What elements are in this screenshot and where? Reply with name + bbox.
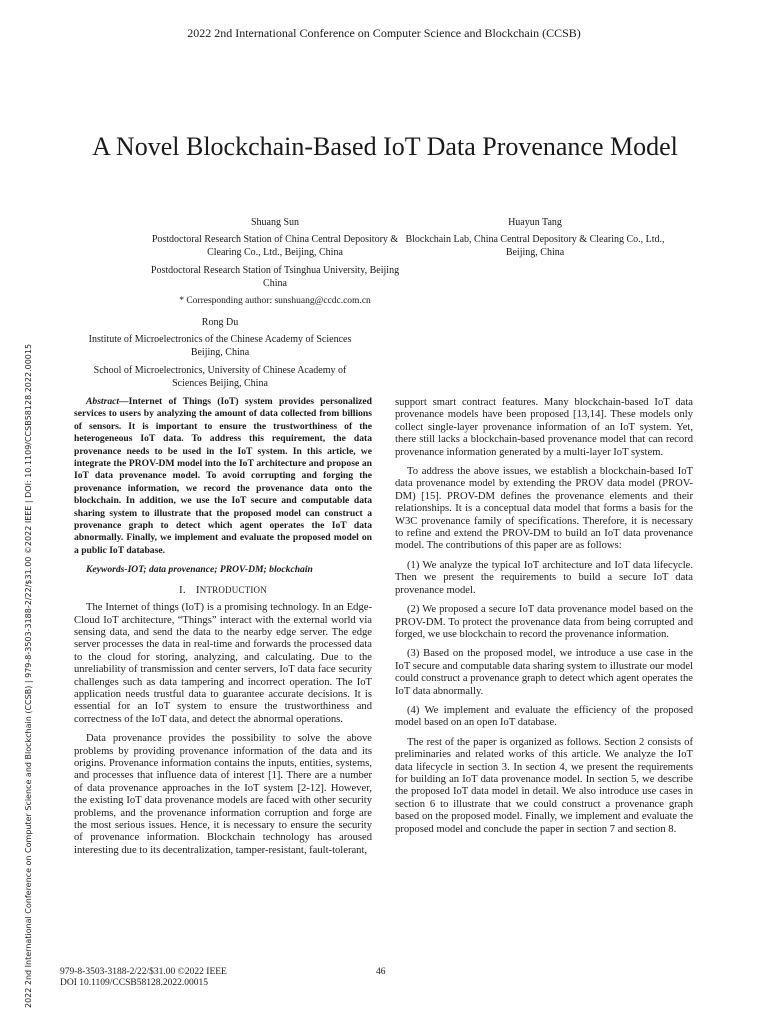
paragraph: (1) We analyze the typical IoT architecture and IoT data lifecycle. Then we present the requirements to build a secure IoT data provenance model.	[395, 559, 693, 596]
author-affiliation: Postdoctoral Research Station of Tsinghua University, Beijing China	[150, 265, 400, 289]
paragraph: (4) We implement and evaluate the efficiency of the proposed model based on an open IoT database.	[395, 704, 693, 729]
author-name: Rong Du	[201, 317, 239, 328]
side-banner: 2022 2nd International Conference on Computer Science and Blockchain (CCSB) | 979-8-3503-3188-2/22/$31.00 ©2022 IEEE | DOI: 10.1109/CCSB58128.2022.00015	[24, 343, 33, 1008]
paragraph: The rest of the paper is organized as follows. Section 2 consists of preliminaries and related works of this article. We analyze the IoT data lifecycle in section 3. In section 4, we present the requirements for building an IoT data provenance model. In section 5, we describe the proposed IoT data model in detail. We also introduce use cases in section 6 to illustrate that we could construct a provenance graph based on the proposed model. Finally, we implement and evaluate the proposed model and conclude the paper in section 7 and section 8.	[395, 736, 693, 835]
keywords: Keywords-IOT; data provenance; PROV-DM; blockchain	[86, 564, 313, 576]
footer-isbn: 979-8-3503-3188-2/22/$31.00 ©2022 IEEE	[60, 967, 227, 977]
paragraph: To address the above issues, we establish a blockchain-based IoT data provenance model by extending the PROV data model (PROV-DM) [15]. PROV-DM defines the provenance elements and their relationships. It is a conceptual data model that forms a basis for the W3C provenance family of specifications. Therefore, it is necessary to refine and extend the PROV-DM to build an IoT data provenance model. The contributions of this paper are as follows:	[395, 466, 693, 552]
author-block-1	[150, 216, 400, 313]
paper-title: A Novel Blockchain-Based IoT Data Provenance Model	[92, 132, 678, 161]
author-block-3	[80, 316, 360, 395]
paragraph: (3) Based on the proposed model, we introduce a use case in the IoT secure and computable data sharing system to illustrate our model could construct a provenance graph to detect which agent operates the IoT data abnormally.	[395, 648, 693, 697]
section-number: I.	[179, 583, 186, 596]
author-name: Shuang Sun	[250, 217, 300, 228]
author-block-2	[392, 216, 678, 264]
paragraph: The Internet of things (IoT) is a promising technology. In an Edge-Cloud IoT architecture, “Things” interact with the external world via sensing data, and send the data to the nearby edge server. The edge server processes the data in real-time and forwards the processed data to the cloud for storing, analyzing, and calculating. Due to the unreliability of transmission and center servers, IoT data face security challenges such as data tampering and incorrect operation. The IoT application needs trustful data to guarantee accurate decisions. It is essential for an IoT system to ensure the trustworthiness and correctness of the IoT data, and detect the abnormal operations.	[74, 602, 372, 725]
footer-doi: DOI 10.1109/CCSB58128.2022.00015	[60, 978, 208, 988]
section-title-rest: NTRODUCTION	[199, 584, 267, 595]
paragraph: (2) We proposed a secure IoT data provenance model based on the PROV-DM. To protect the provenance data from being corrupted and forged, we use blockchain to record the provenance information.	[395, 604, 693, 640]
footer-identifiers	[60, 967, 227, 989]
paragraph: Data provenance provides the possibility to solve the above problems by providing provenance information of the data and its origins. Provenance information contains the inputs, entities, systems, and processes that influence data of interest [1]. There are a number of data provenance approaches in the IoT system [2-12]. However, the existing IoT data provenance models are faced with other security problems, and the provenance information corruption and forge are the most serious issues. Hence, it is necessary to ensure the security of provenance information. Blockchain technology has aroused interesting due to its decentralization, tamper-resistant, fault-tolerant,	[74, 733, 372, 856]
conference-header: 2022 2nd International Conference on Computer Science and Blockchain (CCSB)	[187, 26, 581, 40]
left-column	[74, 396, 372, 864]
corresponding-author: * Corresponding author: sunshuang@ccdc.com.cn	[179, 296, 371, 306]
author-name: Huayun Tang	[508, 217, 562, 228]
right-column	[395, 397, 693, 843]
section-heading-introduction	[74, 584, 372, 596]
paragraph: support smart contract features. Many blockchain-based IoT data provenance models have been proposed [13,14]. These models only collect single-layer provenance information of an IoT system. Yet, there still lacks a blockchain-based provenance model that can record provenance information generated by a multi-layer IoT system.	[395, 397, 693, 458]
abstract-text: Internet of Things (IoT) system provides personalized services to users by analyzing the amount of data collected from billions of sensors. It is important to ensure the trustworthiness of the heterogeneous IoT data. To address this requirement, the data provenance needs to be used in the IoT system. In this article, we integrate the PROV-DM model into the IoT architecture and propose an IoT data provenance model. To avoid corrupting and forging the provenance information, we record the provenance data onto the blockchain. In addition, we use the IoT secure and computable data sharing system to illustrate that the proposed model can construct a provenance graph to detect which agent operates the IoT data abnormally. Finally, we implement and evaluate the proposed model on a public IoT database.	[74, 396, 372, 556]
author-affiliation: Blockchain Lab, China Central Depository & Clearing Co., Ltd., Beijing, China	[405, 234, 665, 258]
author-affiliation: School of Microelectronics, University of Chinese Academy of Sciences Beijing, China	[93, 365, 347, 389]
section-title-initial: I	[195, 583, 200, 596]
abstract-lead: Abstract—	[86, 396, 129, 407]
abstract	[74, 396, 372, 557]
author-affiliation: Postdoctoral Research Station of China Central Depository & Clearing Co., Ltd., Beijing, China	[151, 234, 399, 258]
author-affiliation: Institute of Microelectronics of the Chinese Academy of Sciences Beijing, China	[88, 334, 352, 358]
page-number: 46	[376, 967, 386, 977]
